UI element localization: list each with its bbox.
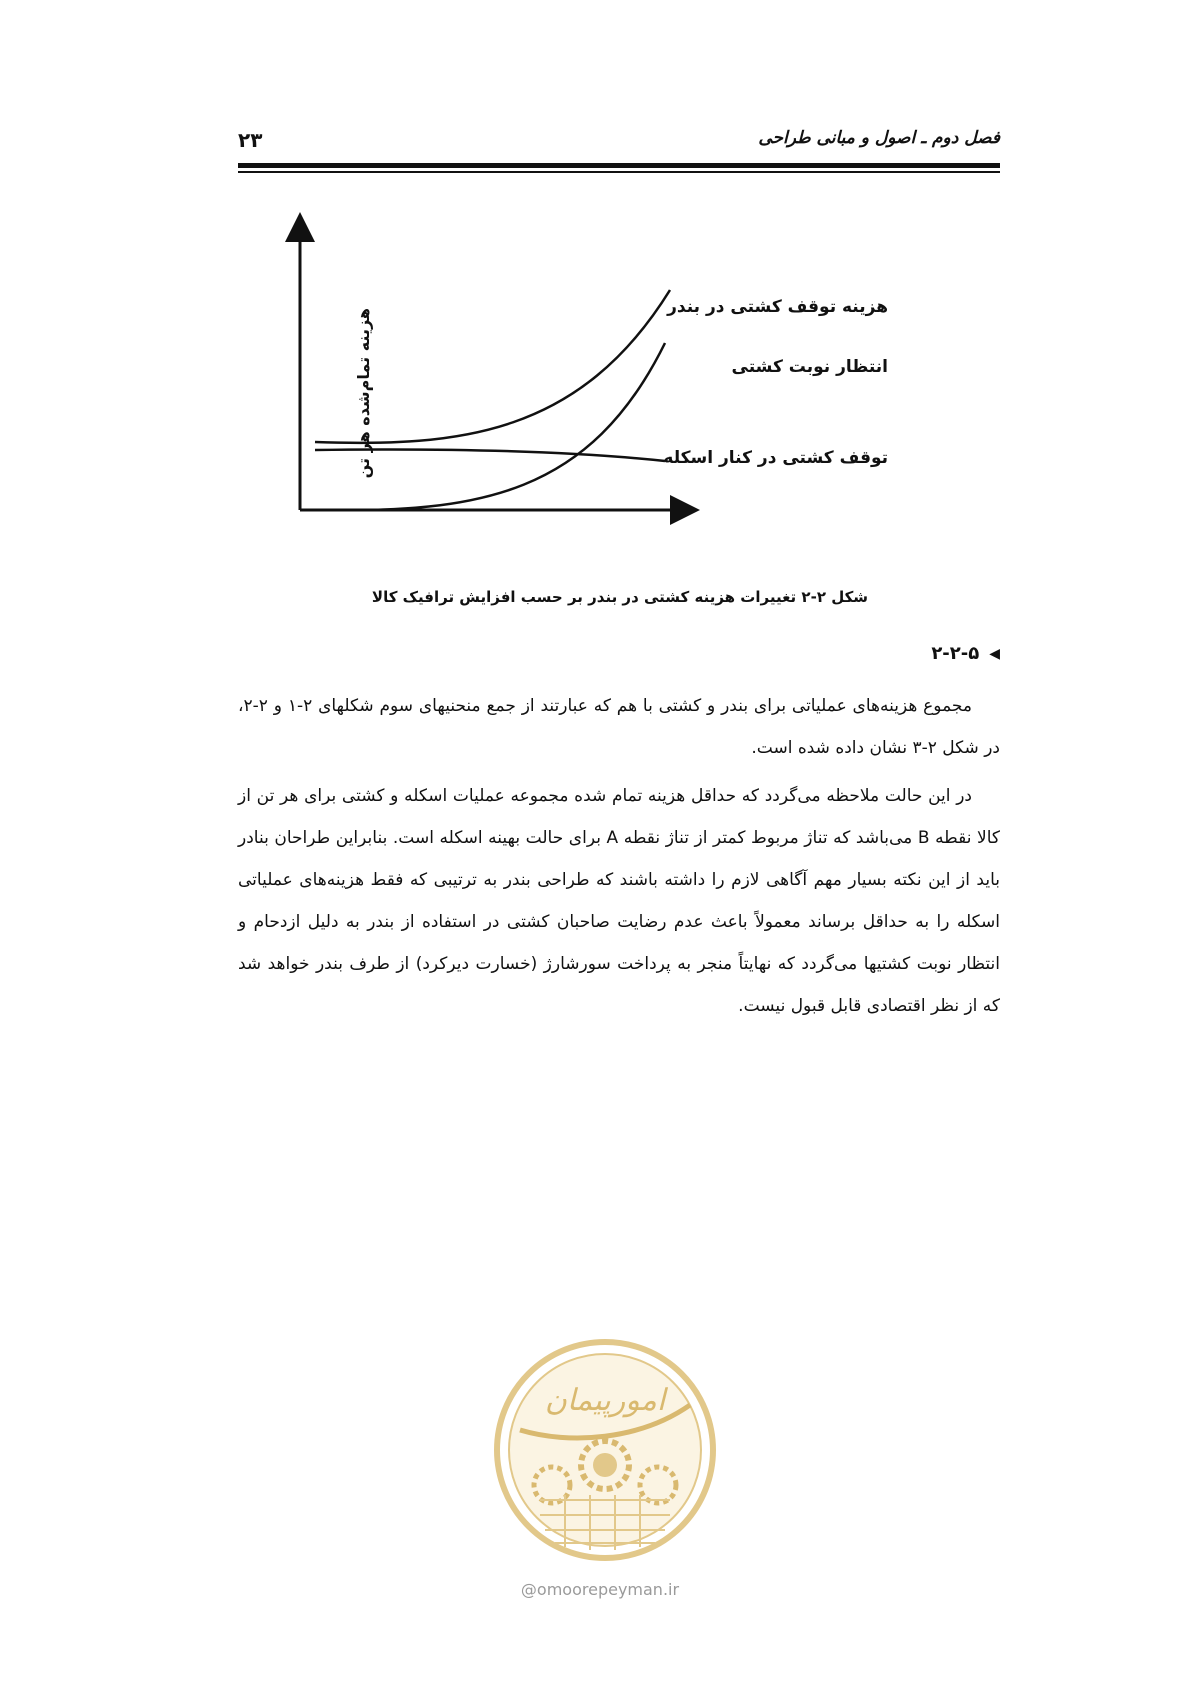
body-text — [238, 685, 1000, 1033]
figure-caption: شکل ۲-۲ تغییرات هزینه کشتی در بندر بر حسب افزایش ترافیک کالا — [371, 588, 869, 606]
berth-label: توقف کشتی در کنار اسکله — [663, 448, 888, 468]
header-rule-thin — [238, 171, 1000, 173]
omoorepeyman-seal-icon — [490, 1335, 720, 1575]
header-rule-thick — [238, 163, 1000, 168]
logo-text: امورپیمان — [544, 1383, 666, 1418]
queue-label: انتظار نوبت کشتی — [731, 357, 888, 377]
y-axis-label: هزینه تمام‌شده هر تن — [354, 308, 373, 479]
triangle-left-icon: ◀ — [989, 645, 1000, 662]
page-number: ۲۳ — [238, 128, 263, 152]
section-number: ۲-۲-۵ — [931, 643, 980, 664]
paragraph: مجموع هزینه‌های عملیاتی برای بندر و کشتی با هم که عبارتند از جمع منحنیهای سوم شکلهای ۲-۱ و ۲-۲، در شکل ۲-۳ نشان داده شده است. — [238, 696, 1000, 758]
chapter-title: فصل دوم ـ اصول و مبانی طراحی — [758, 128, 1000, 148]
watermark — [470, 1580, 730, 1599]
section-heading — [931, 643, 1000, 664]
at-icon: @ — [520, 1580, 537, 1599]
ship-cost-label: هزینه توقف کشتی در بندر — [667, 297, 888, 317]
watermark-text: omoorepeyman.ir — [536, 1580, 680, 1599]
figure — [260, 205, 980, 575]
paragraph: در این حالت ملاحظه می‌گردد که حداقل هزینه تمام شده مجموعه عملیات اسکله و کشتی برای هر تن از کالا نقطه B می‌باشد که تناژ مربوط کمتر از تناژ نقطه A برای حالت بهینه اسکله است. بنابراین طراحان بنادر باید از این نکته بسیار مهم آگاهی لازم را داشته باشند که طراحی بندر به ترتیبی که فقط هزینه‌های عملیاتی اسکله را به حداقل برساند معمولاً باعث عدم رضایت صاحبان کشتی در استفاده از بندر به دلیل ازدحام و انتظار نوبت کشتیها می‌گردد که نهایتاً منجر به پرداخت سورشارژ (خسارت دیرکرد) از طرف بندر خواهد شد که از نظر اقتصادی قابل قبول نیست. — [238, 786, 1000, 1016]
